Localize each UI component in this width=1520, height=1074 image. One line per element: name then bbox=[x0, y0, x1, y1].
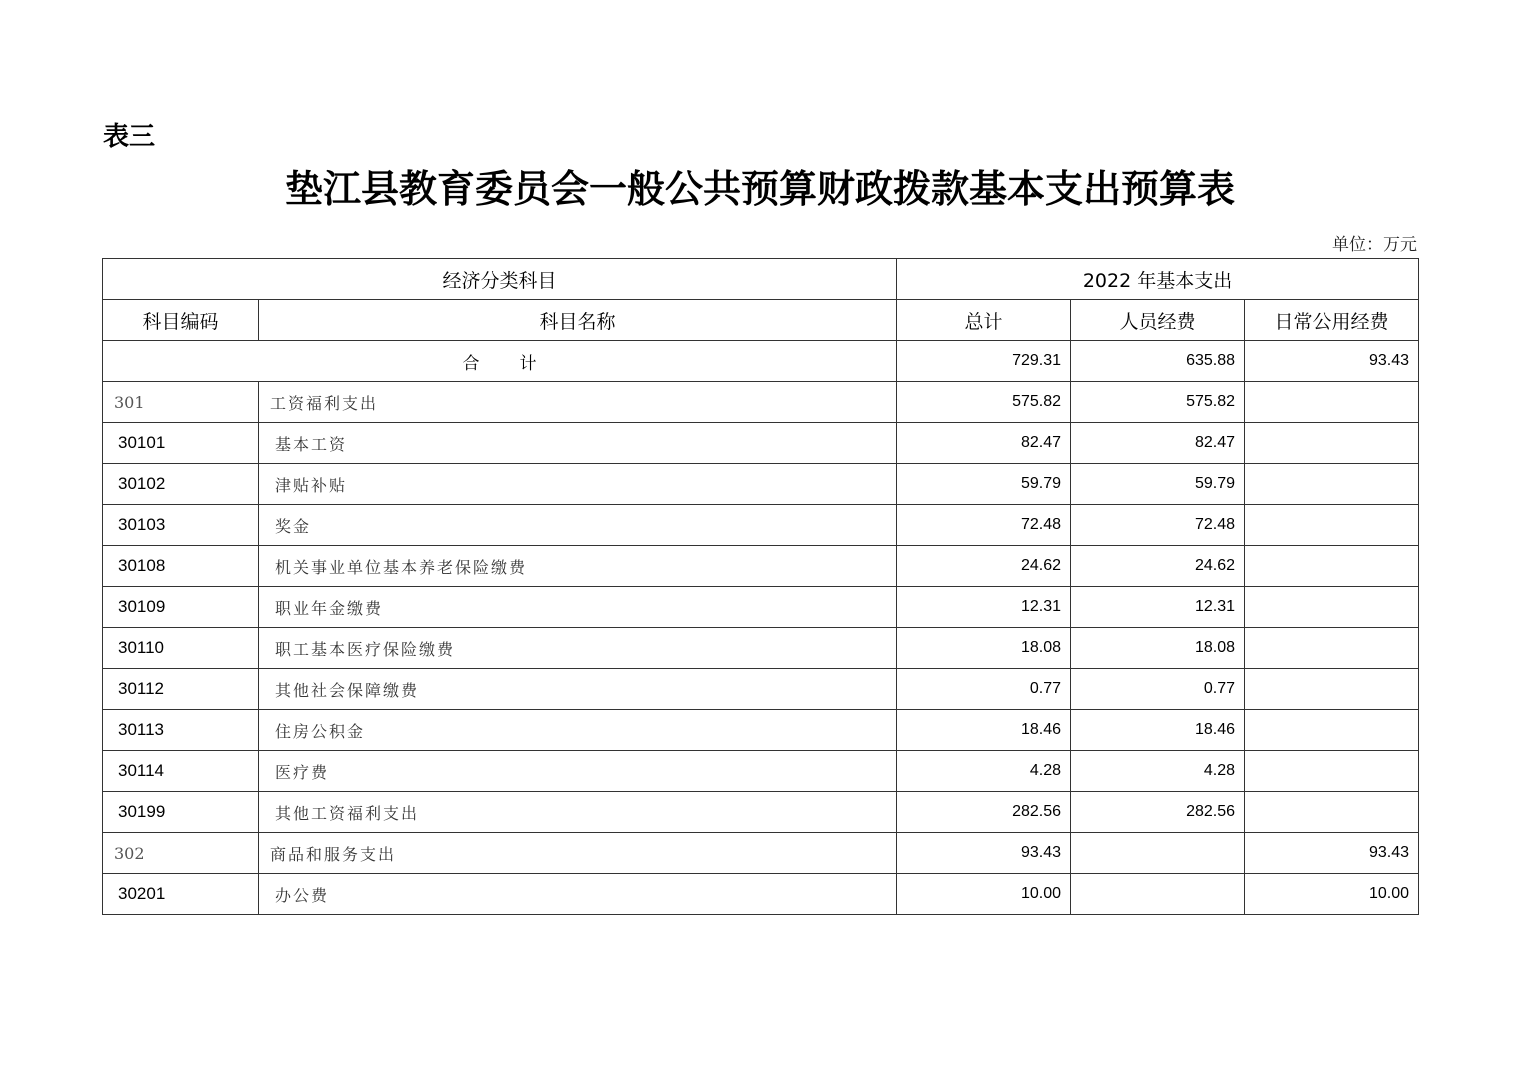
table-row bbox=[103, 669, 1419, 710]
total-cell: 4.28 bbox=[897, 751, 1071, 792]
public-cell bbox=[1245, 628, 1419, 669]
personnel-cell: 4.28 bbox=[1071, 751, 1245, 792]
table-row bbox=[103, 423, 1419, 464]
name-cell: 其他社会保障缴费 bbox=[259, 669, 897, 710]
code-cell: 302 bbox=[103, 833, 259, 874]
personnel-cell: 18.08 bbox=[1071, 628, 1245, 669]
header-row-group bbox=[103, 259, 1419, 300]
public-cell bbox=[1245, 710, 1419, 751]
personnel-cell: 635.88 bbox=[1071, 341, 1245, 382]
header-basic-expenditure: 2022 年基本支出 bbox=[897, 259, 1419, 300]
code-cell: 30101 bbox=[103, 423, 259, 464]
public-cell bbox=[1245, 423, 1419, 464]
name-cell: 津贴补贴 bbox=[259, 464, 897, 505]
name-cell: 办公费 bbox=[259, 874, 897, 915]
header-total: 总计 bbox=[897, 300, 1071, 341]
name-cell: 奖金 bbox=[259, 505, 897, 546]
personnel-cell: 12.31 bbox=[1071, 587, 1245, 628]
total-cell: 0.77 bbox=[897, 669, 1071, 710]
name-cell: 住房公积金 bbox=[259, 710, 897, 751]
total-cell: 10.00 bbox=[897, 874, 1071, 915]
table-row bbox=[103, 628, 1419, 669]
code-cell: 30102 bbox=[103, 464, 259, 505]
header-code: 科目编码 bbox=[103, 300, 259, 341]
total-cell: 729.31 bbox=[897, 341, 1071, 382]
total-cell: 72.48 bbox=[897, 505, 1071, 546]
name-cell: 基本工资 bbox=[259, 423, 897, 464]
personnel-cell: 82.47 bbox=[1071, 423, 1245, 464]
table-row bbox=[103, 833, 1419, 874]
public-cell bbox=[1245, 382, 1419, 423]
public-cell bbox=[1245, 669, 1419, 710]
total-cell: 12.31 bbox=[897, 587, 1071, 628]
public-cell: 93.43 bbox=[1245, 341, 1419, 382]
total-cell: 282.56 bbox=[897, 792, 1071, 833]
table-row bbox=[103, 874, 1419, 915]
document-title: 垫江县教育委员会一般公共预算财政拨款基本支出预算表 bbox=[284, 166, 1235, 211]
total-cell: 575.82 bbox=[897, 382, 1071, 423]
public-cell bbox=[1245, 751, 1419, 792]
code-cell: 30114 bbox=[103, 751, 259, 792]
table-row bbox=[103, 710, 1419, 751]
table-row bbox=[103, 382, 1419, 423]
header-economic-category: 经济分类科目 bbox=[103, 259, 897, 300]
name-cell: 工资福利支出 bbox=[259, 382, 897, 423]
public-cell bbox=[1245, 587, 1419, 628]
total-cell: 18.08 bbox=[897, 628, 1071, 669]
table-row bbox=[103, 587, 1419, 628]
personnel-cell: 0.77 bbox=[1071, 669, 1245, 710]
header-name: 科目名称 bbox=[259, 300, 897, 341]
total-cell: 18.46 bbox=[897, 710, 1071, 751]
public-cell bbox=[1245, 464, 1419, 505]
name-cell: 医疗费 bbox=[259, 751, 897, 792]
total-cell: 82.47 bbox=[897, 423, 1071, 464]
personnel-cell: 72.48 bbox=[1071, 505, 1245, 546]
personnel-cell: 59.79 bbox=[1071, 464, 1245, 505]
header-public: 日常公用经费 bbox=[1245, 300, 1419, 341]
table-row bbox=[103, 505, 1419, 546]
personnel-cell: 18.46 bbox=[1071, 710, 1245, 751]
name-cell: 机关事业单位基本养老保险缴费 bbox=[259, 546, 897, 587]
total-cell: 93.43 bbox=[897, 833, 1071, 874]
public-cell bbox=[1245, 546, 1419, 587]
personnel-cell bbox=[1071, 833, 1245, 874]
table-row bbox=[103, 751, 1419, 792]
code-cell: 30112 bbox=[103, 669, 259, 710]
table-row bbox=[103, 792, 1419, 833]
code-cell: 30113 bbox=[103, 710, 259, 751]
total-label: 合计 bbox=[103, 341, 897, 382]
name-cell: 职工基本医疗保险缴费 bbox=[259, 628, 897, 669]
table-row bbox=[103, 546, 1419, 587]
name-cell: 商品和服务支出 bbox=[259, 833, 897, 874]
header-row-columns bbox=[103, 300, 1419, 341]
code-cell: 30109 bbox=[103, 587, 259, 628]
public-cell bbox=[1245, 792, 1419, 833]
public-cell bbox=[1245, 505, 1419, 546]
public-cell: 10.00 bbox=[1245, 874, 1419, 915]
unit-label: 单位：万元 bbox=[1332, 235, 1417, 255]
code-cell: 30103 bbox=[103, 505, 259, 546]
table-label: 表三 bbox=[103, 122, 156, 152]
code-cell: 30108 bbox=[103, 546, 259, 587]
total-row bbox=[103, 341, 1419, 382]
code-cell: 30201 bbox=[103, 874, 259, 915]
public-cell: 93.43 bbox=[1245, 833, 1419, 874]
total-cell: 59.79 bbox=[897, 464, 1071, 505]
personnel-cell: 24.62 bbox=[1071, 546, 1245, 587]
total-cell: 24.62 bbox=[897, 546, 1071, 587]
name-cell: 其他工资福利支出 bbox=[259, 792, 897, 833]
personnel-cell: 575.82 bbox=[1071, 382, 1245, 423]
personnel-cell bbox=[1071, 874, 1245, 915]
header-personnel: 人员经费 bbox=[1071, 300, 1245, 341]
table-row bbox=[103, 464, 1419, 505]
budget-table bbox=[102, 258, 1419, 915]
name-cell: 职业年金缴费 bbox=[259, 587, 897, 628]
code-cell: 301 bbox=[103, 382, 259, 423]
personnel-cell: 282.56 bbox=[1071, 792, 1245, 833]
code-cell: 30110 bbox=[103, 628, 259, 669]
code-cell: 30199 bbox=[103, 792, 259, 833]
